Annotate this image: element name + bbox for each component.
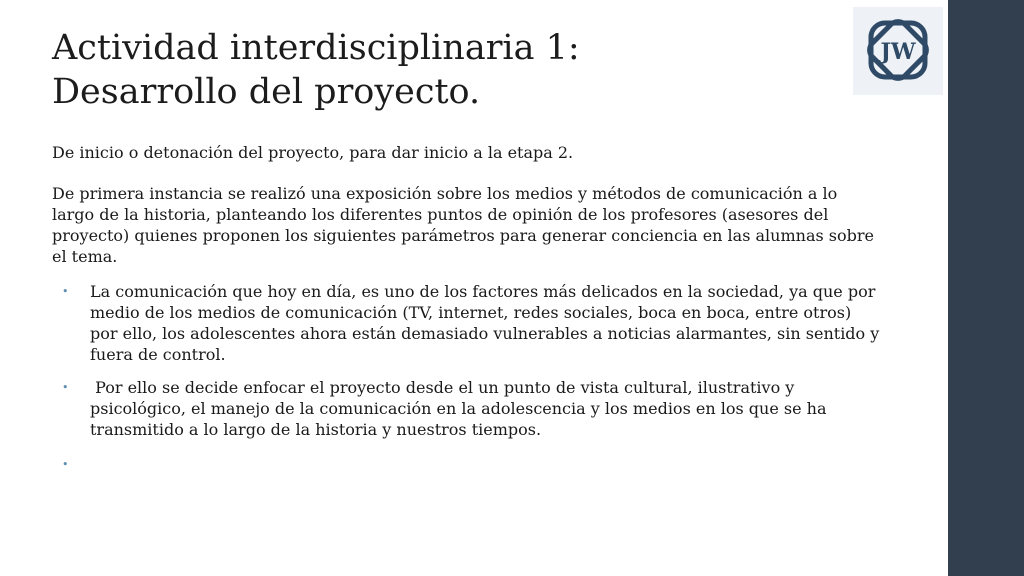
- bullet-dot-icon: •: [62, 381, 69, 394]
- jw-logo-mark: [853, 7, 943, 95]
- description-paragraph: De primera instancia se realizó una exposición sobre los medios y métodos de comunicación a lo largo de la historia, planteando los diferentes puntos de opinión de los profesores (asesores del proyecto) quienes proponen los siguientes parámetros para generar conciencia en las alumnas sobre el tema.: [52, 184, 874, 266]
- title-line-2: Desarrollo del proyecto.: [52, 72, 481, 112]
- bullet-item-2: [62, 377, 882, 440]
- bullet-text-1: La comunicación que hoy en día, es uno de los factores más delicados en la sociedad, ya que por medio de los medios de comunicación (TV, internet, redes sociales, boca en boca, entre otros) por ello, los adolescentes ahora están demasiado vulnerables a noticias alarmantes, sin sentido y fuera de control.: [90, 282, 880, 364]
- bullet-list: [52, 281, 882, 475]
- title-line-1: Actividad interdisciplinaria 1:: [52, 28, 580, 68]
- bullet-item-3: [62, 454, 882, 475]
- bullet-text-2: Por ello se decide enfocar el proyecto desde el un punto de vista cultural, ilustrativo y psicológico, el manejo de la comunicación en la adolescencia y los medios en los que se ha transmitido a lo largo de la historia y nuestros tiempos.: [90, 378, 832, 439]
- right-sidebar-band: [948, 0, 1024, 576]
- slide-title: [52, 26, 832, 114]
- bullet-dot-icon: •: [62, 285, 69, 298]
- slide-body: [52, 142, 882, 487]
- intro-paragraph: De inicio o detonación del proyecto, para dar inicio a la etapa 2.: [52, 143, 574, 162]
- jw-logo: [853, 7, 943, 95]
- logo-text: JW: [880, 39, 916, 65]
- bullet-dot-icon: •: [62, 458, 69, 471]
- bullet-item-1: [62, 281, 882, 365]
